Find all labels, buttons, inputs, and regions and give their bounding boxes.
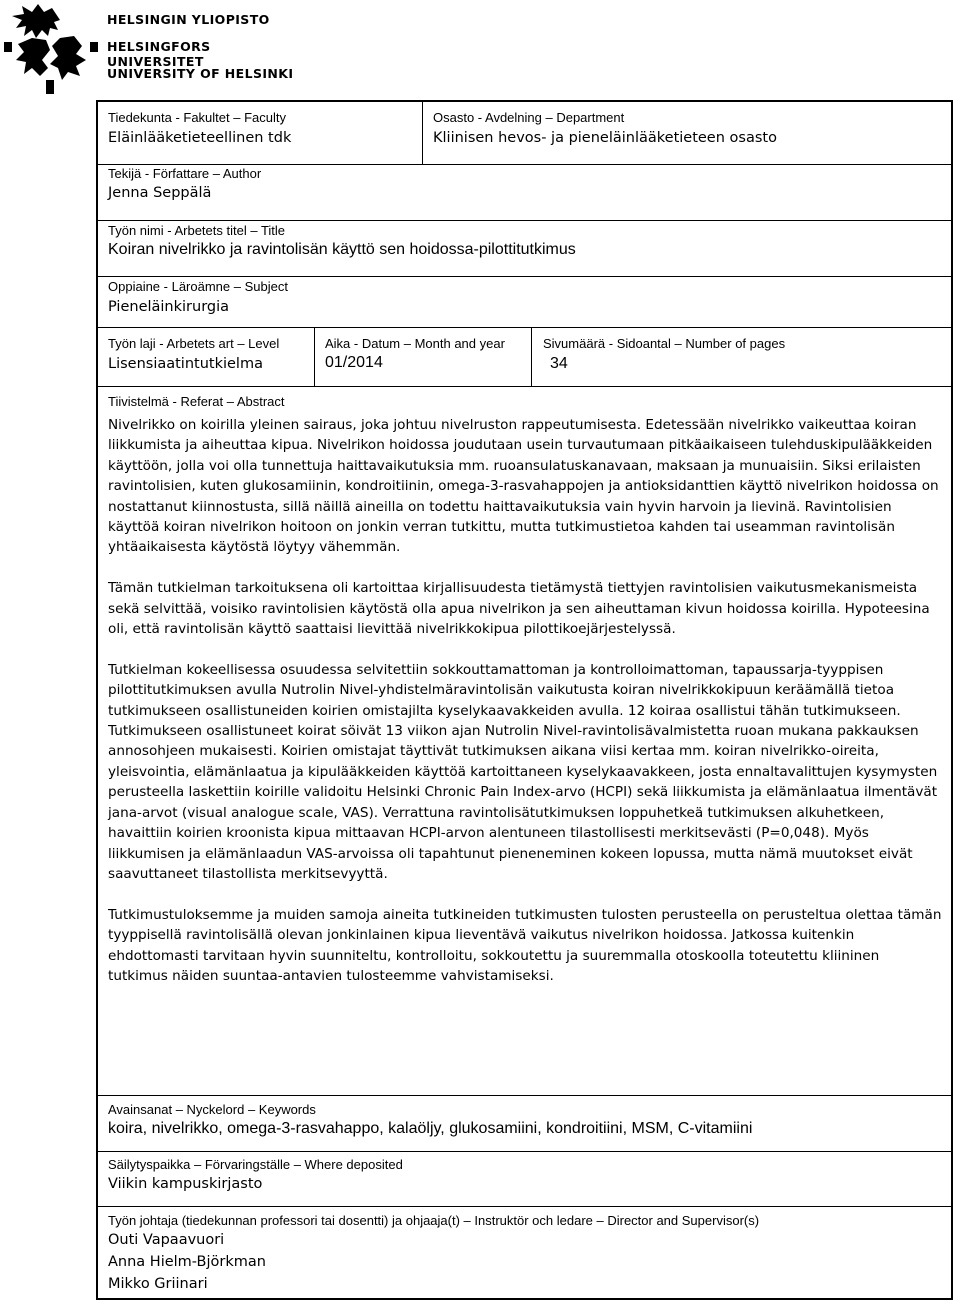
abstract-paragraph: Nivelrikko on koirilla yleinen sairaus, joka johtuu nivelruston rappeutumisesta. Edetessään nivelrikko vaikeuttaa koiran liikkumista ja aiheuttaa kipua. Nivelrikon hoidossa joudutaan usein turvautumaan pitkäaikaiseen tulehduskipulääkkeiden käyttöön, jolla voi olla tunnettuja haittavaikutuksia mm. ruoansulatuskanavaan, maksaan ja munuaisiin. Siksi erilaisten ravintolisien, kuten glukosamiinin, kondroitiinin, omega-3-rasvahappojen ja antioksidanttien käyttö nivelrikon hoidossa on nostattanut kiinnostusta, sillä näillä aineilla on todettu haittavaikutuksia vain hyvin harvoin ja lievinä. Ravintolisien käyttöä koiran nivelrikon hoitoon on jonkin verran tutkittu, mutta tutkimustietoa kahden tai useamman ravintolisän yhtäaikaisesta käytöstä löytyy vähemmän. [108,417,939,556]
faculty-label: Tiedekunta - Fakultet – Faculty [108,110,286,125]
keywords-value: koira, nivelrikko, omega-3-rasvahappo, kalaöljy, glukosamiini, kondroitiini, MSM, C-vitamiini [108,1120,753,1137]
level-value: Lisensiaatintutkielma [108,356,263,372]
abstract-paragraph: Tutkimustuloksemme ja muiden samoja aineita tutkineiden tutkimusten tulosten perusteella on perusteltua olettaa tämän tyyppisellä ravintolisällä olevan jonkinlainen kipua lieventävä vaikutus nivelrikon hoidossa. Jatkossa kuitenkin ehdottomasti tarvitaan hyvin suunniteltu, kontrolloitu, sokkoutettu ja suuremmalla otoskoolla toteutettu kliininen tutkimus näiden suuntaa-antavien tulosteemme vahvistamiseksi. [108,906,942,984]
university-name-en: UNIVERSITY OF HELSINKI [107,66,294,81]
author-label: Tekijä - Författare – Author [108,166,262,181]
supervisor-name: Outi Vapaavuori [108,1232,225,1248]
subject-label: Oppiaine - Läroämne – Subject [108,279,288,294]
abstract-text [108,415,943,1007]
pages-label: Sivumäärä - Sidoantal – Number of pages [543,336,786,351]
abstract-paragraph: Tämän tutkielman tarkoituksena oli kartoittaa kirjallisuudesta tietämystä tiettyjen ravintolisien vaikutusmekanismeista sekä selvittää, voisiko ravintolisien käytöstä olla apua nivelrikon ja sen aiheuttaman kivun hoidossa koirilla. Hypoteesina oli, että ravintolisän käyttö saattaisi lievittää nivelrikkokipua pilottikoejärjestelyssä. [108,580,930,638]
university-name-fi: HELSINGIN YLIOPISTO [107,12,270,27]
flame-emblem-icon [2,2,102,96]
title-value: Koiran nivelrikko ja ravintolisän käyttö sen hoidossa-pilottitutkimus [108,241,576,258]
title-label: Työn nimi - Arbetets titel – Title [108,223,286,238]
supervisor-name: Anna Hielm-Björkman [108,1254,266,1270]
level-label: Työn laji - Arbetets art – Level [108,336,280,351]
university-logo [0,0,300,96]
faculty-value: Eläinlääketieteellinen tdk [108,130,292,146]
subject-value: Pieneläinkirurgia [108,299,230,315]
department-value: Kliinisen hevos- ja pieneläinlääketieteen osasto [433,130,777,146]
author-value: Jenna Seppälä [108,185,212,201]
abstract-paragraph: Tutkielman kokeellisessa osuudessa selvitettiin sokkouttamattoman ja kontrolloimattoman, tapaussarja-tyyppisen pilottitutkimuksen avulla Nutrolin Nivel-yhdistelmäravintolisän vaikutusta koiran nivelrikkokipuun keräämällä tietoa tutkimukseen osallistuneiden koirien omistajilta kyselykaavakkeiden avulla. 12 koiraa osallistui tähän tutkimukseen. Tutkimukseen osallistuneet koirat söivät 13 viikon ajan Nutrolin Nivel-ravintolisävalmistetta ruoan mukana pakkauksen annosohjeen mukaisesti. Koirien omistajat täyttivät tutkimuksen aikana viisi kertaa mm. koiran nivelrikko-oireita, yleisvointia, elämänlaatua ja kipulääkkeiden käyttöä kartoittaneen kyselykaavakkeen, josta ennaltavalittujen kysymysten perusteella laskettiin koirille validoitu Helsinki Chronic Pain Index-arvo (HCPI) sekä liikkumista ja elämänlaatua ilmentävät jana-arvot (visual analogue scale, VAS). Verrattuna ravintolisätutkimuksen loppuhetkeä tutkimuksen alkuhetkeen, havaittiin koirien kroonista kipua mittaavan HCPI-arvon alentuneen tilastollisesti merkitsevästi (P=0,048). Myös liikkumisen ja elämänlaadun VAS-arvoissa oli tapahtunut pieneneminen kokeen lopussa, mutta nämä muutokset eivät saavuttaneet tilastollista merkitsevyyttä. [108,661,938,882]
university-name-sv: HELSINGFORS UNIVERSITET [107,39,211,69]
date-value: 01/2014 [325,354,383,371]
pages-value: 34 [550,355,568,372]
deposited-label: Säilytyspaikka – Förvaringställe – Where deposited [108,1157,403,1172]
supervisor-name: Mikko Griinari [108,1276,208,1292]
department-label: Osasto - Avdelning – Department [433,110,625,125]
abstract-label: Tiivistelmä - Referat – Abstract [108,394,285,409]
thesis-info-form [96,100,953,1300]
supervisors-label: Työn johtaja (tiedekunnan professori tai dosentti) ja ohjaaja(t) – Instruktör och ledare – Director and Supervisor(s) [108,1213,760,1228]
deposited-value: Viikin kampuskirjasto [108,1176,263,1192]
date-label: Aika - Datum – Month and year [325,336,505,351]
keywords-label: Avainsanat – Nyckelord – Keywords [108,1102,316,1117]
